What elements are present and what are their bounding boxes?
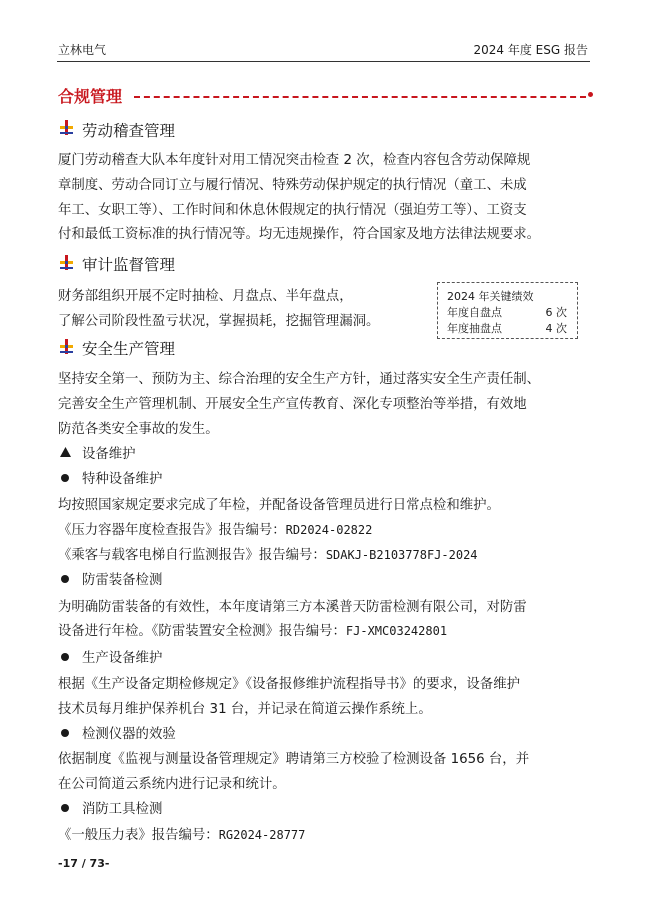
safety-paragraph bbox=[58, 368, 590, 442]
kpi-value-self-check: 6 次 bbox=[545, 306, 567, 319]
labor-line-4: 付和最低工资标准的执行情况等。均无违规操作，符合国家及地方法律法规要求。 bbox=[58, 227, 541, 243]
bullet-dot-icon bbox=[61, 575, 69, 583]
kpi-box bbox=[437, 282, 578, 339]
subheading-marker-icon bbox=[60, 120, 73, 135]
bullet-dot-icon bbox=[61, 729, 69, 737]
kpi-label-spot-check: 年度抽盘点 bbox=[447, 322, 502, 335]
equipment-heading: 设备维护 bbox=[82, 447, 136, 462]
labor-line-3: 年工、女职工等）、工作时间和休息休假规定的执行情况（强迫劳工等）、工资支 bbox=[58, 202, 527, 218]
kpi-value-spot-check: 4 次 bbox=[545, 322, 567, 335]
special-equipment-line-1: 均按照国家规定要求完成了年检，并配备设备管理员进行日常点检和维护。 bbox=[58, 498, 500, 513]
lightning-report-name: 设备进行年检。《防雷装置安全检测》报告编号： bbox=[58, 624, 346, 639]
report-title: 2024 年度 ESG 报告 bbox=[473, 43, 588, 57]
triangle-bullet-icon bbox=[60, 447, 71, 457]
lightning-protection-line-2 bbox=[58, 620, 447, 639]
fire-tools-line-1 bbox=[58, 824, 305, 843]
header-divider bbox=[57, 61, 590, 62]
section-title: 合规管理 bbox=[58, 87, 123, 106]
bullet-dot-icon bbox=[61, 653, 69, 661]
production-equipment-line-1: 根据《生产设备定期检修规定》《设备报修维护流程指导书》的要求，设备维护 bbox=[58, 677, 520, 692]
special-equipment-line-2 bbox=[58, 519, 372, 538]
instrument-calibration-heading: 检测仪器的效验 bbox=[82, 727, 176, 742]
company-name: 立林电气 bbox=[58, 43, 107, 57]
safety-heading: 安全生产管理 bbox=[82, 340, 176, 358]
kpi-label-self-check: 年度自盘点 bbox=[447, 306, 502, 319]
pressure-vessel-report-code: RD2024-02822 bbox=[285, 523, 373, 537]
instrument-calibration-line-2: 在公司简道云系统内进行记录和统计。 bbox=[58, 777, 286, 792]
bullet-dot-icon bbox=[61, 804, 69, 812]
production-equipment-heading: 生产设备维护 bbox=[82, 651, 163, 666]
labor-paragraph bbox=[58, 149, 590, 248]
section-title-dot bbox=[588, 92, 593, 97]
production-equipment-line-2: 技术员每月维护保养机台 31 台，并记录在简道云操作系统上。 bbox=[58, 702, 432, 717]
section-title-dashline bbox=[134, 96, 586, 98]
audit-line-2: 了解公司阶段性盈亏状况，掌握损耗，挖掘管理漏洞。 bbox=[58, 314, 380, 329]
labor-line-2: 章制度、劳动合同订立与履行情况、特殊劳动保护规定的执行情况（童工、未成 bbox=[58, 177, 527, 193]
bullet-dot-icon bbox=[61, 474, 69, 482]
fire-tools-heading: 消防工具检测 bbox=[82, 802, 163, 817]
lightning-report-code: FJ-XMC03242801 bbox=[345, 624, 448, 638]
audit-heading: 审计监督管理 bbox=[82, 256, 176, 274]
pressure-gauge-report-name: 《一般压力表》报告编号： bbox=[58, 828, 219, 843]
safety-line-3: 防范各类安全事故的发生。 bbox=[58, 421, 219, 437]
safety-line-2: 完善安全生产管理机制、开展安全生产宣传教育、深化专项整治等举措，有效地 bbox=[58, 396, 527, 412]
special-equipment-heading: 特种设备维护 bbox=[82, 472, 163, 487]
labor-heading: 劳动稽查管理 bbox=[82, 122, 176, 140]
page-number: -17 / 73- bbox=[58, 857, 110, 870]
safety-line-1: 坚持安全第一、预防为主、综合治理的安全生产方针，通过落实安全生产责任制、 bbox=[58, 372, 541, 387]
labor-line-1: 厦门劳动稽查大队本年度针对用工情况突击检查 2 次，检查内容包含劳动保障规 bbox=[58, 153, 531, 168]
audit-line-1: 财务部组织开展不定时抽检、月盘点、半年盘点， bbox=[58, 289, 353, 304]
instrument-calibration-line-1: 依据制度《监视与测量设备管理规定》聘请第三方校验了检测设备 1656 台，并 bbox=[58, 752, 530, 767]
pressure-gauge-report-code: RG2024-28777 bbox=[218, 828, 306, 842]
elevator-report-name: 《乘客与载客电梯自行监测报告》报告编号： bbox=[58, 548, 326, 563]
lightning-protection-heading: 防雷装备检测 bbox=[82, 573, 163, 588]
kpi-title: 2024 年关键绩效 bbox=[447, 290, 534, 303]
special-equipment-line-3 bbox=[58, 544, 478, 563]
elevator-report-code: SDAKJ-B2103778FJ-2024 bbox=[325, 548, 478, 562]
subheading-marker-icon bbox=[60, 255, 73, 270]
subheading-marker-icon bbox=[60, 339, 73, 354]
lightning-protection-line-1: 为明确防雷装备的有效性，本年度请第三方本溪普天防雷检测有限公司，对防雷 bbox=[58, 600, 527, 615]
pressure-vessel-report-name: 《压力容器年度检查报告》报告编号： bbox=[58, 523, 286, 538]
